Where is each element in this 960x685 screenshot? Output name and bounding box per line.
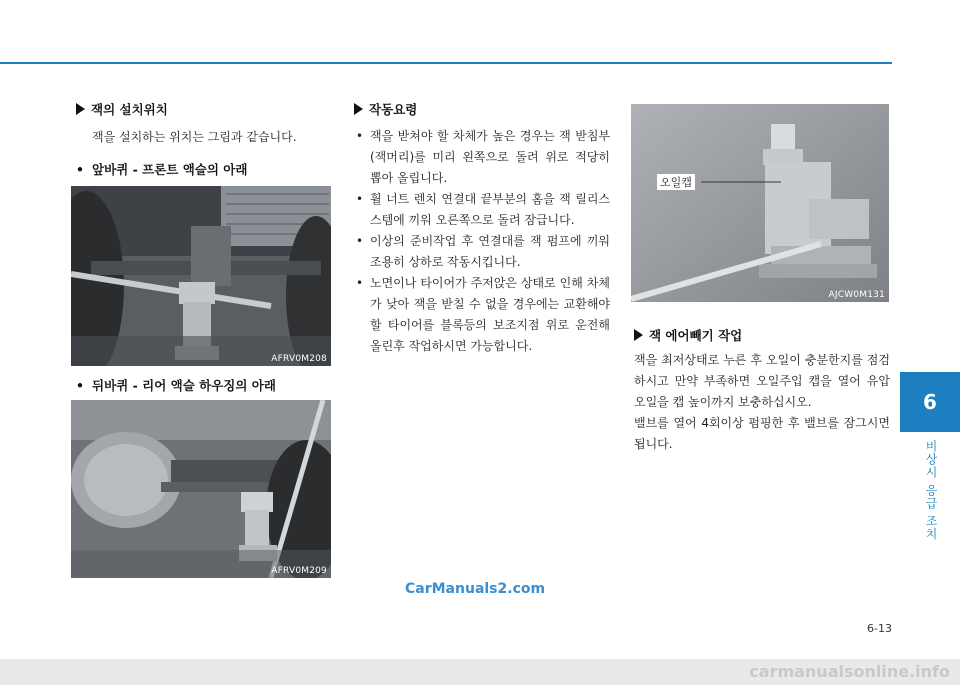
section-heading-air-bleeding [634, 326, 742, 344]
list-item: • 노면이나 타이어가 주저앉은 상태로 인해 차체가 낮아 잭을 받칠 수 없을 경우에는 교환해야 할 타이어를 블록등의 보조지점 위로 운전해 올린후 작업하시면 가능합니다. [354, 273, 610, 357]
oil-cap-callout: 오일캡 [657, 174, 695, 190]
section-heading-jack-position [76, 100, 168, 118]
page-number: 6-13 [867, 622, 892, 635]
operation-list [354, 126, 610, 357]
bottle-jack-photo [631, 104, 889, 302]
front-axle-label: • 앞바퀴 - 프론트 액슬의 아래 [76, 160, 247, 178]
triangle-bullet-icon [634, 329, 643, 341]
heading-text: 작동요령 [369, 102, 418, 117]
paragraph: 밸브를 열어 4회이상 펌핑한 후 밸브를 잠그시면 됩니다. [634, 416, 890, 451]
paragraph: 잭을 최저상태로 누른 후 오일이 충분한지를 점검하시고 만약 부족하면 오일주입 캡을 열어 유압 오일을 캡 높이까지 보충하십시오. [634, 353, 890, 409]
heading-text: 잭 에어빼기 작업 [649, 328, 743, 343]
watermark: CarManuals2.com [405, 581, 546, 597]
rear-axle-label: • 뒤바퀴 - 리어 액슬 하우징의 아래 [76, 376, 276, 394]
list-item: • 휠 너트 렌치 연결대 끝부분의 홈을 잭 릴리스 스템에 끼워 오른쪽으로 돌려 잠급니다. [354, 189, 610, 231]
photo-code: AJCW0M131 [828, 290, 885, 300]
triangle-bullet-icon [76, 103, 85, 115]
rear-axle-photo [71, 400, 331, 578]
heading-text: 잭의 설치위치 [91, 102, 168, 117]
intro-text: 잭을 설치하는 위치는 그림과 같습니다. [92, 130, 297, 144]
section-heading-operation [354, 100, 417, 118]
chapter-title: 비상시 응급 조치 [924, 440, 938, 541]
triangle-bullet-icon [354, 103, 363, 115]
photo-code: AFRV0M209 [271, 566, 327, 576]
list-item: • 이상의 준비작업 후 연결대를 잭 펌프에 끼워 조용히 상하로 작동시킵니다. [354, 231, 610, 273]
list-item: • 잭을 받쳐야 할 차체가 높은 경우는 잭 받침부(잭머리)를 미리 왼쪽으로 돌려 위로 적당히 뽑아 올립니다. [354, 126, 610, 189]
header-rule [0, 62, 892, 64]
front-axle-photo [71, 186, 331, 366]
footer-watermark: carmanualsonline.info [0, 659, 960, 685]
air-bleeding-text [634, 350, 890, 455]
chapter-tab: 6 [900, 372, 960, 432]
photo-code: AFRV0M208 [271, 354, 327, 364]
